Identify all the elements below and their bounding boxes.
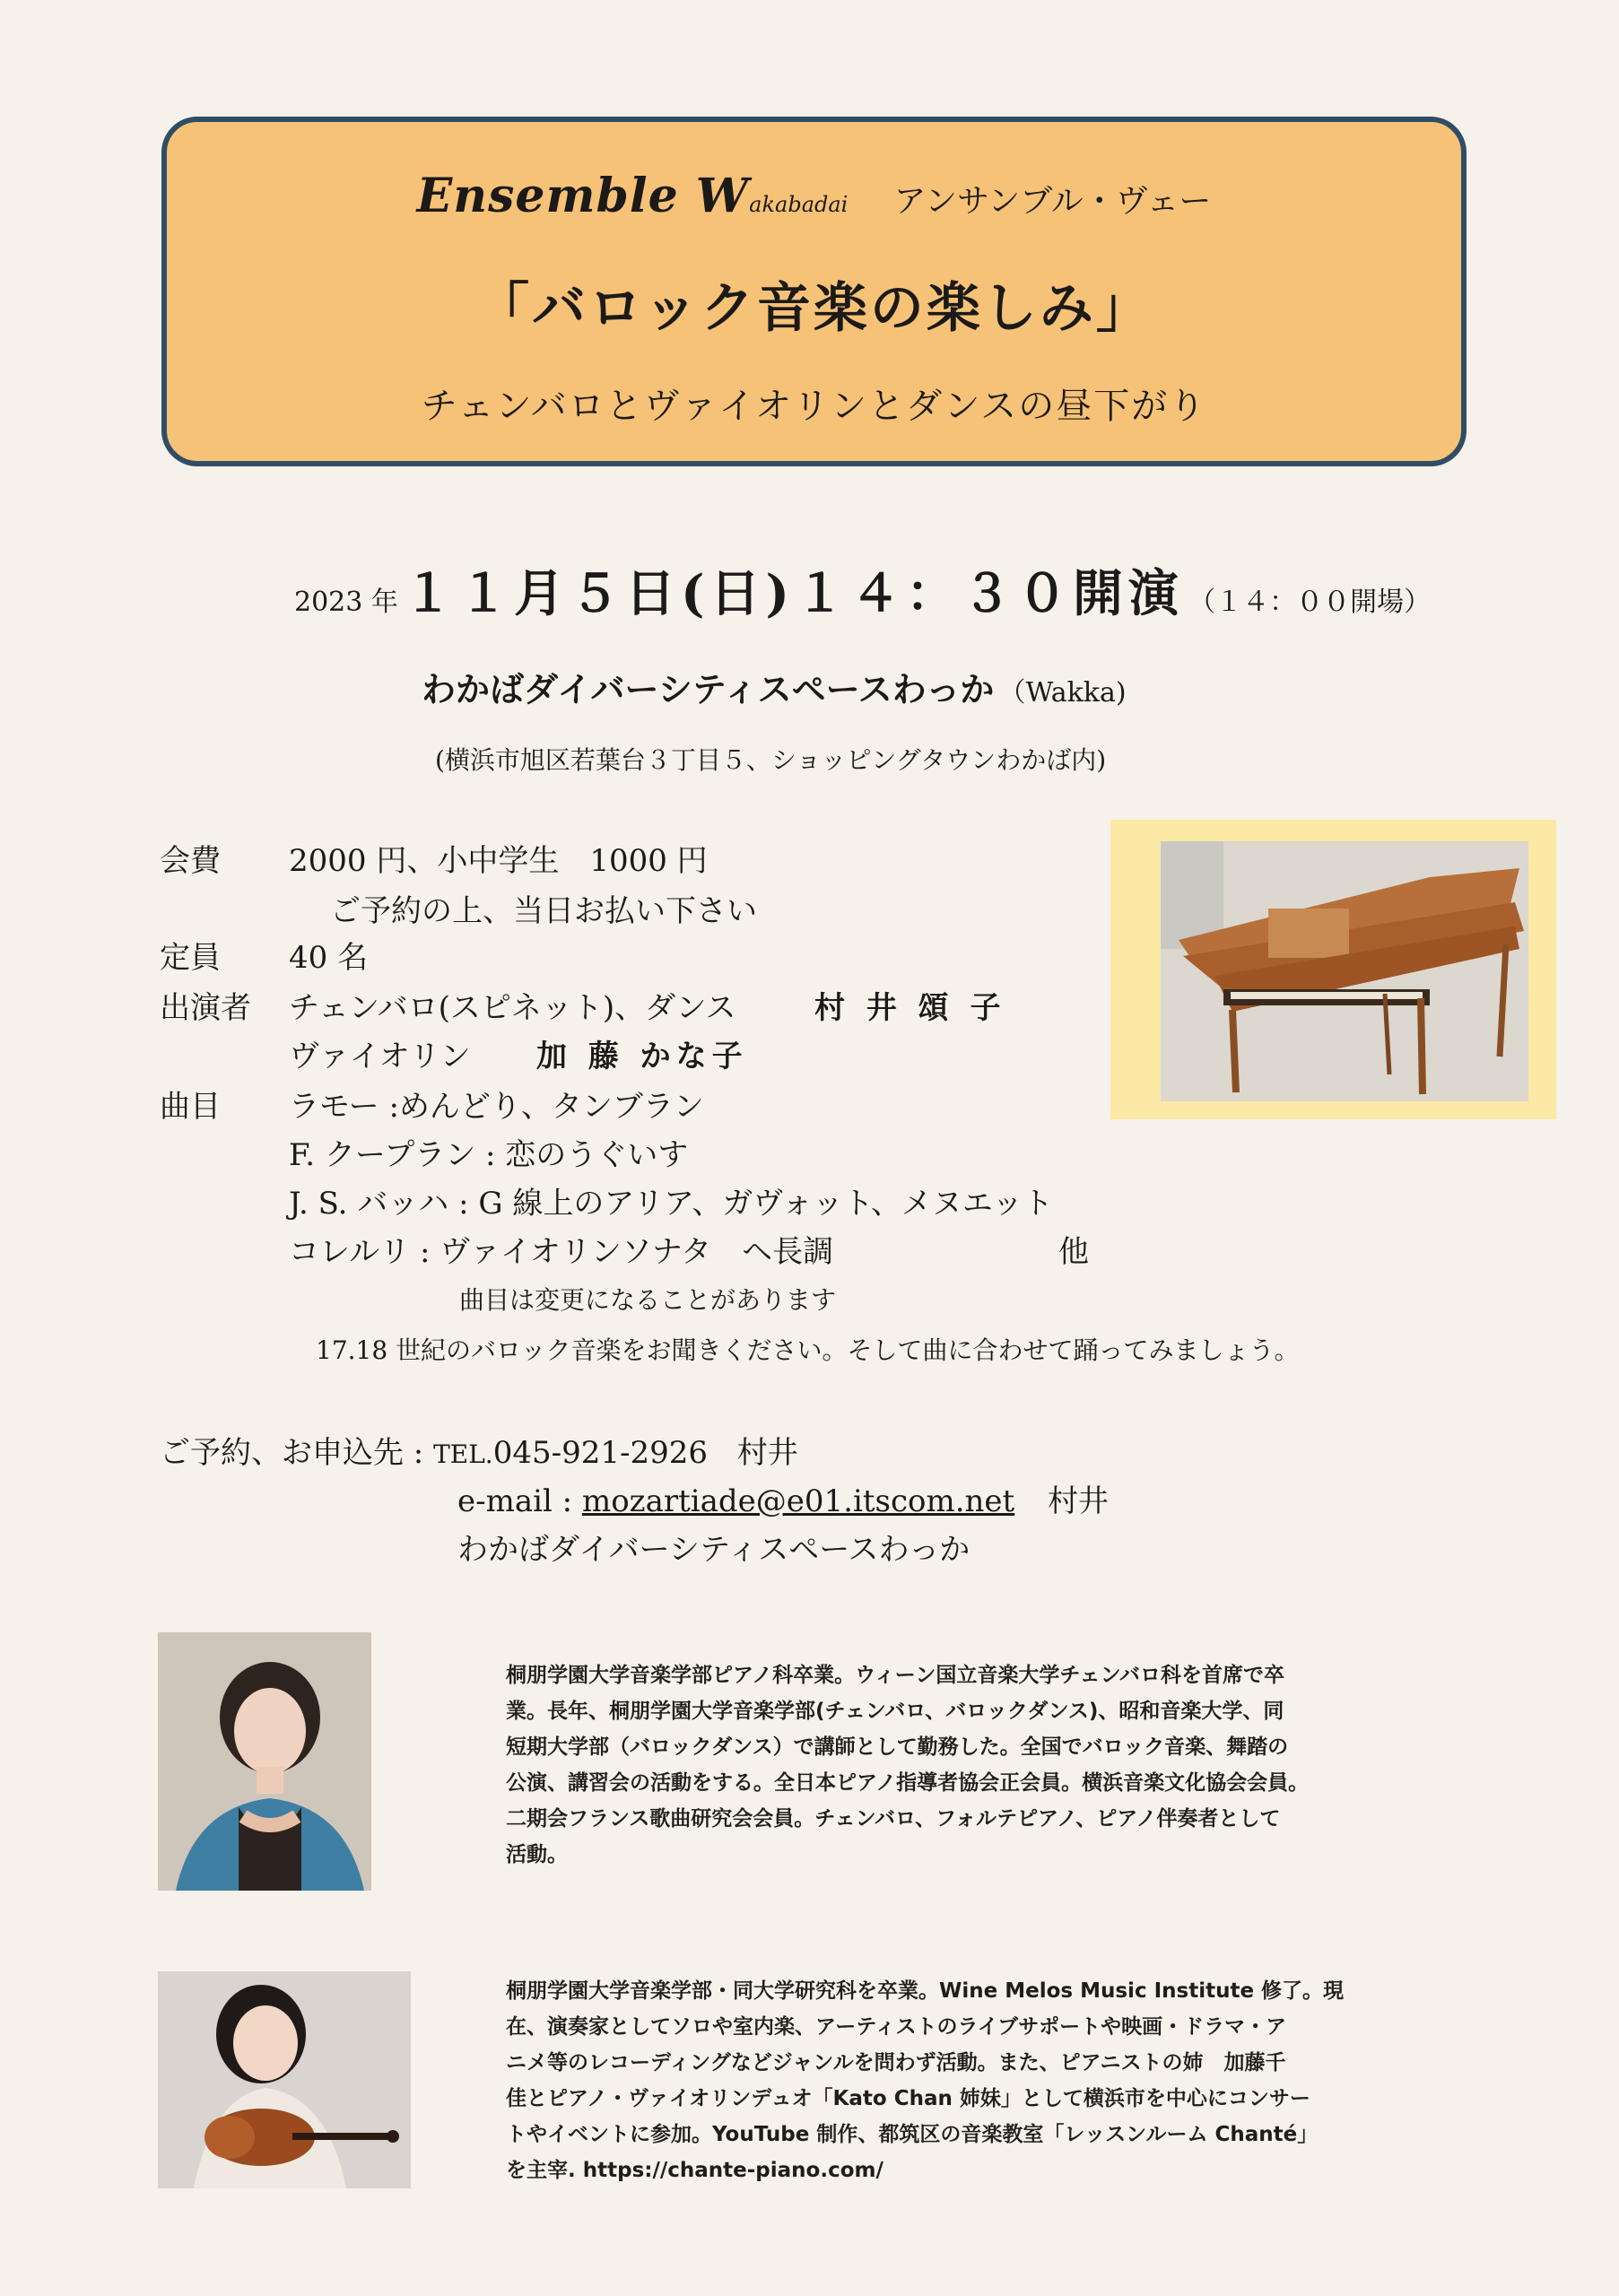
program-item: コレルリ : ヴァイオリンソナタ ヘ長調 [289, 1234, 834, 1270]
performer-2-name: 加 藤 かな子 [536, 1039, 748, 1074]
concert-title: 「バロック音楽の楽しみ」 [475, 277, 1153, 340]
ensemble-script-logo: Ensemble W [416, 169, 750, 223]
bio-line: 公演、講習会の活動をする。全日本ピアノ指導者協会正会員。横浜音楽文化協会会員。 [506, 1771, 1310, 1795]
performer-2-bio [506, 1973, 1344, 2188]
harpsichord-photo-frame [1110, 820, 1556, 1119]
program-label: 曲目 [160, 1089, 221, 1125]
ensemble-name [167, 169, 1461, 223]
venue-address: (横浜市旭区若葉台３丁目５、ショッピングタウンわかば内) [435, 745, 1107, 775]
capacity-label: 定員 [160, 940, 221, 976]
venue-name: わかばダイバーシティスペースわっか [422, 669, 995, 709]
email-line [457, 1476, 1109, 1520]
contact-venue: わかばダイバーシティスペースわっか [457, 1532, 971, 1568]
program-other: 他 [1058, 1234, 1089, 1270]
doors-open-time: （１４：００開場） [1188, 587, 1432, 618]
performer-2-role: ヴァイオリン [289, 1039, 471, 1074]
phone-contact-name: 村井 [736, 1435, 798, 1471]
harpsichord-photo [1161, 841, 1528, 1101]
email-label: e-mail : [457, 1483, 582, 1519]
concert-subtitle: チェンバロとヴァイオリンとダンスの昼下がり [421, 386, 1207, 427]
fee-note: ご予約の上、当日お払い下さい [330, 893, 757, 929]
title-banner [161, 117, 1467, 466]
bio-line: 佳とピアノ・ヴァイオリンデュオ「Kato Chan 姉妹」として横浜市を中心にコンサー [506, 2087, 1310, 2110]
capacity-value: 40 名 [289, 940, 369, 976]
bio-line: 桐朋学園大学音楽学部ピアノ科卒業。ウィーン国立音楽大学チェンバロ科を首席で卒 [506, 1664, 1285, 1687]
bio-line: 桐朋学園大学音楽学部・同大学研究科を卒業。Wine Melos Music Institute 修了。現 [506, 1979, 1345, 2003]
bio-line: トやイベントに参加。YouTube 制作、都筑区の音楽教室「レッスンルーム Chanté」 [506, 2123, 1319, 2146]
event-datetime [294, 554, 1431, 626]
violinist-photo [158, 1971, 411, 2188]
phone-number[interactable]: 045-921-2926 [492, 1435, 708, 1471]
program-note: 曲目は変更になることがあります [459, 1285, 837, 1315]
harpsichord-illustration [1161, 841, 1528, 1101]
fee-value: 2000 円、小中学生 1000 円 [289, 843, 708, 879]
fee-label: 会費 [160, 843, 221, 879]
contact-line [160, 1428, 798, 1472]
program-item: ラモー :めんどり、タンブラン [289, 1089, 704, 1125]
performer-1-portrait [158, 1632, 371, 1891]
invitation-text: 17.18 世紀のバロック音楽をお聞きください。そして曲に合わせて踊ってみましょう。 [316, 1335, 1300, 1365]
bio-line: 短期大学部（バロックダンス）で講師として勤務した。全国でバロック音楽、舞踏の [506, 1735, 1289, 1759]
performer-2-portrait [158, 1971, 411, 2188]
event-date-time: １１月５日(日)１４：３０開演 [402, 564, 1184, 623]
tel-prefix: TEL. [433, 1439, 493, 1469]
performer-1-name: 村 井 頌 子 [814, 990, 1006, 1026]
ensemble-script-small: akabadai [749, 192, 849, 217]
bio-line: 業。長年、桐朋学園大学音楽学部(チェンバロ、バロックダンス)、昭和音楽大学、同 [506, 1700, 1284, 1723]
harpsichordist-photo [158, 1632, 371, 1891]
event-year: 2023 年 [294, 587, 398, 618]
email-link[interactable]: mozartiade@e01.itscom.net [581, 1483, 1015, 1519]
performer-1-role: チェンバロ(スピネット)、ダンス [289, 990, 736, 1026]
bio-line: 二期会フランス歌曲研究会会員。チェンバロ、フォルテピアノ、ピアノ伴奏者として [506, 1807, 1281, 1831]
performer-1-bio [506, 1657, 1309, 1873]
bio-line: 活動。 [506, 1843, 568, 1866]
venue [422, 662, 1127, 711]
email-contact-name: 村井 [1048, 1483, 1110, 1519]
bio-line: 在、演奏家としてソロや室内楽、アーティストのライブサポートや映画・ドラマ・ア [506, 2015, 1287, 2039]
venue-name-en: （Wakka) [998, 677, 1127, 709]
contact-label: ご予約、お申込先 : [160, 1435, 424, 1471]
bio-line: を主宰. https://chante-piano.com/ [506, 2159, 883, 2182]
performers-label: 出演者 [160, 990, 251, 1026]
bio-line: ニメ等のレコーディングなどジャンルを問わず活動。また、ピアニストの姉 加藤千 [506, 2051, 1286, 2074]
ensemble-kana: アンサンブル・ヴェー [893, 183, 1212, 220]
program-item: F. クープラン : 恋のうぐいす [289, 1137, 689, 1173]
program-item: J. S. バッハ : G 線上のアリア、ガヴォット、メヌエット [289, 1186, 1054, 1222]
